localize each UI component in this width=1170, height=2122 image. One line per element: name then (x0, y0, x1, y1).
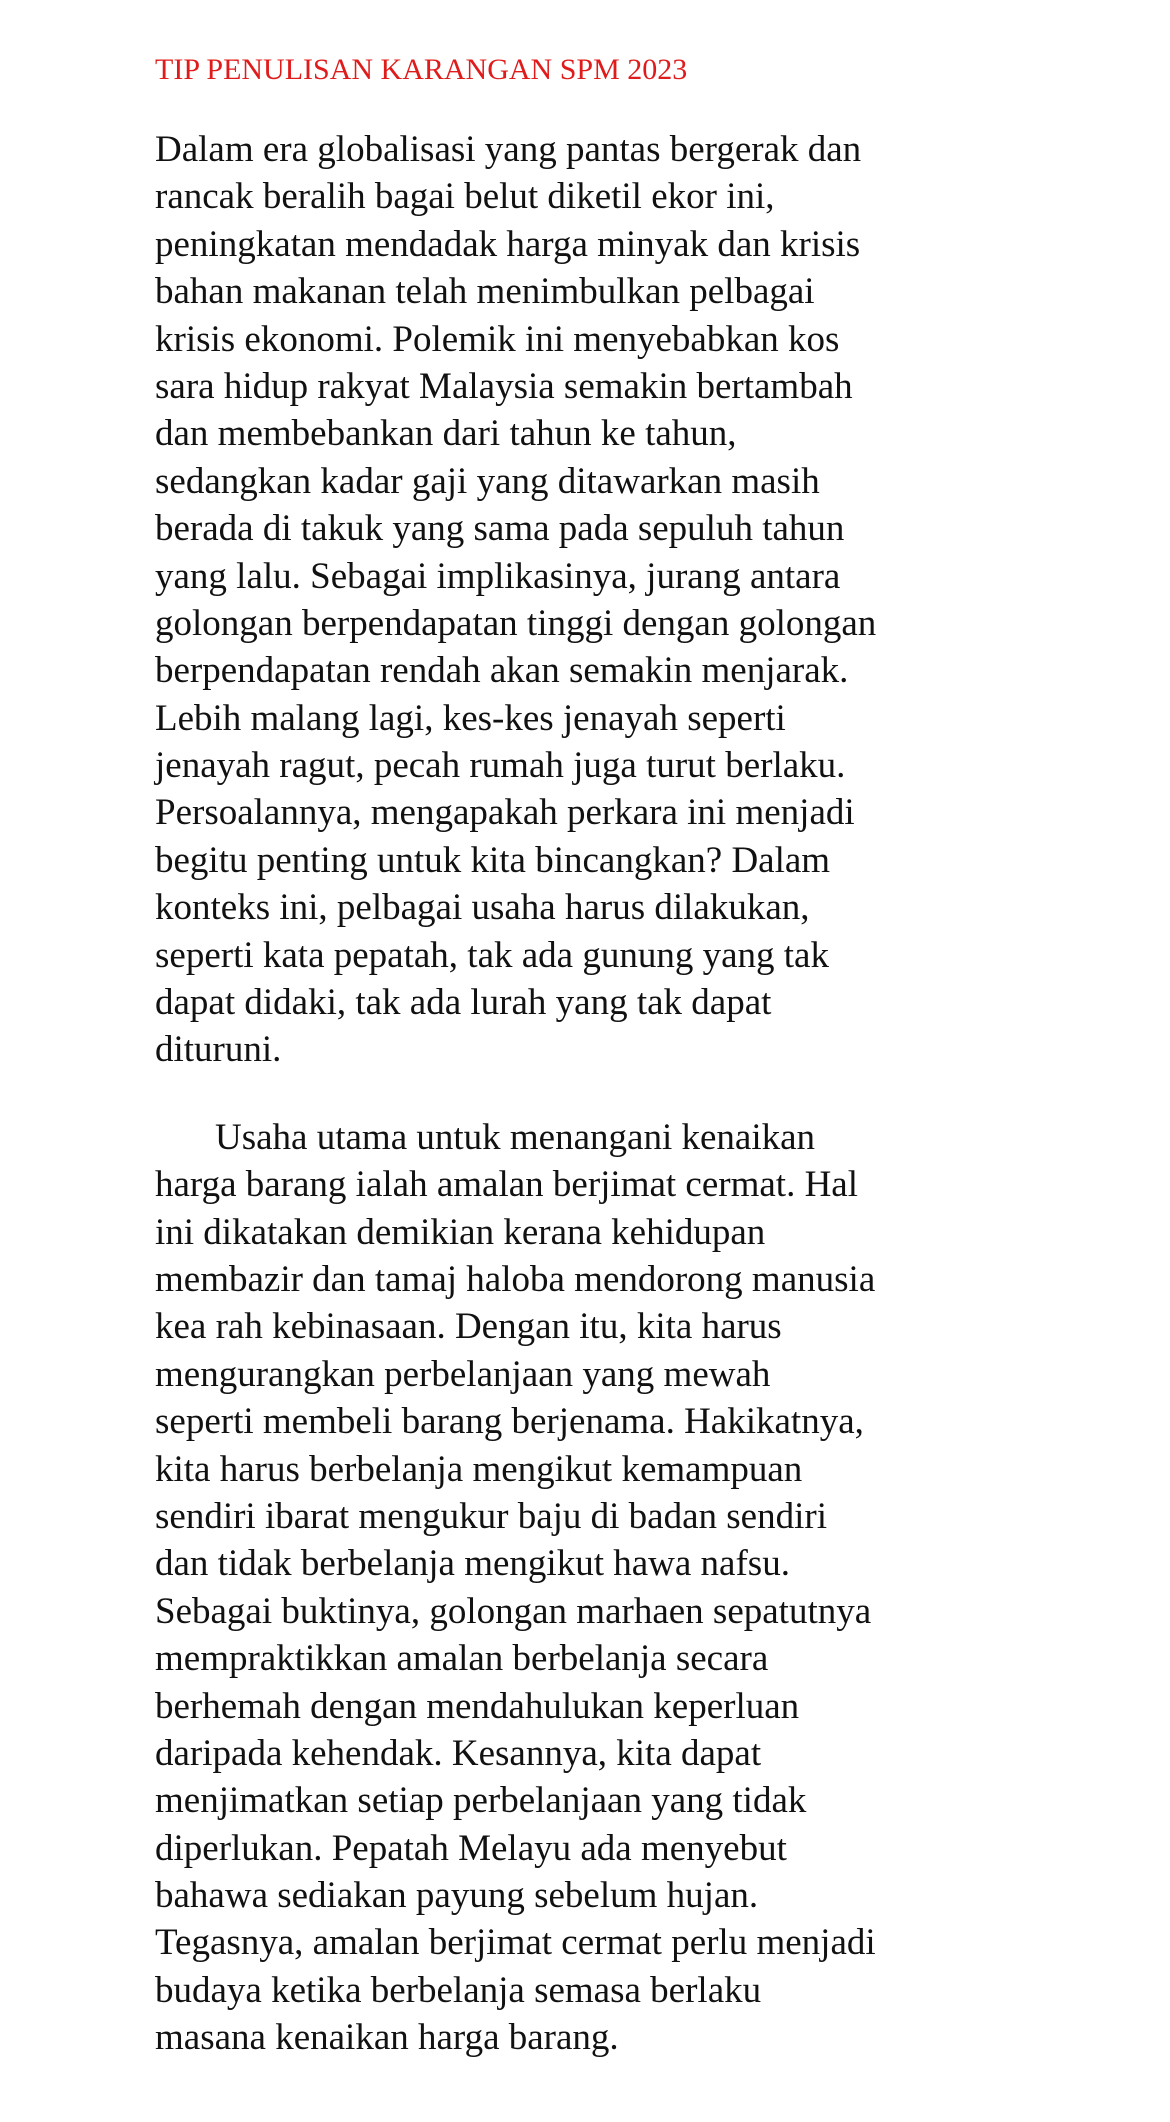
text-line: Sebagai buktinya, golongan marhaen sepatutnya (155, 1590, 872, 1632)
text-line: peningkatan mendadak harga minyak dan krisis (155, 223, 861, 265)
text-line: berada di takuk yang sama pada sepuluh tahun (155, 508, 845, 550)
text-line: begitu penting untuk kita bincangkan? Dalam (155, 839, 831, 881)
text-line: seperti kata pepatah, tak ada gunung yang tak (155, 934, 829, 976)
text-line: daripada kehendak. Kesannya, kita dapat (155, 1732, 762, 1774)
document-title: TIP PENULISAN KARANGAN SPM 2023 (155, 53, 688, 86)
text-line: seperti membeli barang berjenama. Hakikatnya, (155, 1401, 864, 1443)
text-line: ini dikatakan demikian kerana kehidupan (155, 1211, 766, 1253)
text-line: kita harus berbelanja mengikut kemampuan (155, 1448, 803, 1490)
text-line: dan membebankan dari tahun ke tahun, (155, 413, 737, 455)
text-line: harga barang ialah amalan berjimat cermat. Hal (155, 1164, 858, 1206)
text-line: krisis ekonomi. Polemik ini menyebabkan kos (155, 318, 840, 360)
text-line: Dalam era globalisasi yang pantas bergerak dan (155, 129, 862, 170)
text-line: dan tidak berbelanja mengikut hawa nafsu. (155, 1543, 790, 1585)
text-line: sedangkan kadar gaji yang ditawarkan masih (155, 460, 820, 502)
text-line: budaya ketika berbelanja semasa berlaku (155, 1969, 762, 2011)
text-line: dituruni. (155, 1029, 282, 1071)
text-line: masana kenaikan harga barang. (155, 2017, 619, 2059)
text-line: berpendapatan rendah akan semakin menjarak. (155, 650, 849, 692)
text-line: diperlukan. Pepatah Melayu ada menyebut (155, 1827, 787, 1869)
text-line: kea rah kebinasaan. Dengan itu, kita harus (155, 1306, 782, 1348)
text-line: jenayah ragut, pecah rumah juga turut berlaku. (155, 745, 846, 787)
text-line: dapat didaki, tak ada lurah yang tak dapat (155, 982, 772, 1024)
text-line: sendiri ibarat mengukur baju di badan sendiri (155, 1495, 827, 1537)
document-page (155, 52, 995, 2062)
text-line: berhemah dengan mendahulukan keperluan (155, 1685, 800, 1727)
text-line: membazir dan tamaj haloba mendorong manusia (155, 1258, 876, 1300)
text-line-content: Usaha utama untuk menangani kenaikan (215, 1116, 816, 1158)
text-line-indented (155, 1114, 995, 1161)
text-line: golongan berpendapatan tinggi dengan golongan (155, 602, 877, 644)
text-line: mempraktikkan amalan berbelanja secara (155, 1638, 769, 1680)
paragraph-intro (155, 126, 995, 1074)
text-line: Lebih malang lagi, kes-kes jenayah seperti (155, 697, 786, 739)
text-line: konteks ini, pelbagai usaha harus dilakukan, (155, 887, 810, 929)
text-line: yang lalu. Sebagai implikasinya, jurang antara (155, 555, 841, 597)
text-line: rancak beralih bagai belut diketil ekor ini, (155, 176, 775, 218)
text-line: sara hidup rakyat Malaysia semakin bertambah (155, 365, 853, 407)
text-line: mengurangkan perbelanjaan yang mewah (155, 1353, 771, 1395)
text-line: menjimatkan setiap perbelanjaan yang tidak (155, 1780, 807, 1822)
text-line: bahan makanan telah menimbulkan pelbagai (155, 271, 815, 313)
text-line: Persoalannya, mengapakah perkara ini menjadi (155, 792, 855, 834)
text-line: Tegasnya, amalan berjimat cermat perlu menjadi (155, 1922, 876, 1964)
paragraph-body-1 (155, 1114, 995, 2062)
text-line: bahawa sediakan payung sebelum hujan. (155, 1875, 759, 1917)
